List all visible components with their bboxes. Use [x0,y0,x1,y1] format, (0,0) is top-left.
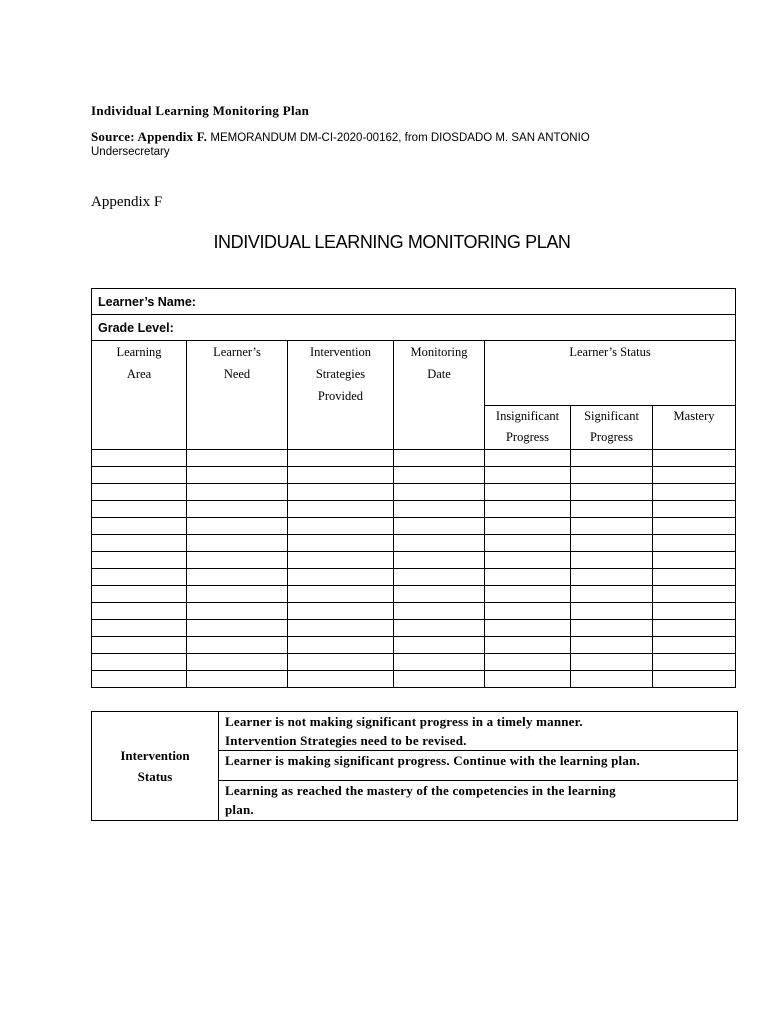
header-line: Learning [116,345,162,359]
table-cell[interactable] [288,603,394,620]
table-cell[interactable] [485,569,571,586]
table-cell[interactable] [92,671,187,688]
intervention-status-table [91,711,738,821]
table-cell[interactable] [653,535,736,552]
table-cell[interactable] [571,484,653,501]
column-header-intervention [288,341,394,450]
header-line: Progress [589,430,634,444]
table-row [92,518,736,535]
header-line: Mastery [673,409,715,423]
table-cell[interactable] [485,450,571,467]
source-label: Source: Appendix F. [91,129,208,144]
table-cell[interactable] [92,637,187,654]
column-header-learners-status: Learner’s Status [485,341,736,406]
table-cell[interactable] [485,484,571,501]
blank-rows [92,450,736,688]
table-row [92,450,736,467]
table-cell[interactable] [394,450,485,467]
header-line: Insignificant [495,409,560,423]
table-cell[interactable] [394,620,485,637]
table-cell[interactable] [653,450,736,467]
header-line: Intervention [309,345,372,359]
status-text-progressing [219,751,738,781]
table-cell[interactable] [571,603,653,620]
table-cell[interactable] [187,569,288,586]
table-cell[interactable] [288,467,394,484]
table-cell[interactable] [92,569,187,586]
table-cell[interactable] [92,552,187,569]
column-header-learners-need [187,341,288,450]
table-cell[interactable] [288,518,394,535]
table-cell[interactable] [187,671,288,688]
table-cell[interactable] [92,654,187,671]
table-cell[interactable] [288,552,394,569]
table-cell[interactable] [92,535,187,552]
table-cell[interactable] [571,518,653,535]
table-cell[interactable] [92,484,187,501]
table-cell[interactable] [653,484,736,501]
table-cell[interactable] [653,637,736,654]
header-line: Provided [317,389,364,403]
table-cell[interactable] [187,552,288,569]
table-cell[interactable] [187,467,288,484]
label-line: Status [137,769,173,784]
table-cell[interactable] [571,569,653,586]
table-cell[interactable] [288,535,394,552]
label-line: Intervention [120,748,190,763]
table-row [92,569,736,586]
table-cell[interactable] [187,654,288,671]
appendix-label: Appendix F [91,194,163,210]
header-line: Progress [505,430,550,444]
table-cell[interactable] [571,535,653,552]
table-row [92,467,736,484]
status-line: Learner is not making significant progress in a timely manner. [225,714,583,729]
table-cell[interactable] [485,586,571,603]
table-cell[interactable] [92,603,187,620]
status-line: plan. [225,802,254,817]
table-cell[interactable] [571,450,653,467]
table-cell[interactable] [288,450,394,467]
table-cell[interactable] [485,552,571,569]
table-cell[interactable] [485,535,571,552]
table-cell[interactable] [485,501,571,518]
table-row [92,603,736,620]
source-memo: MEMORANDUM DM-CI-2020-00162, from DIOSDADO M. SAN ANTONIO [210,132,590,144]
table-cell[interactable] [571,501,653,518]
table-row [92,671,736,688]
table-cell[interactable] [485,518,571,535]
table-cell[interactable] [653,501,736,518]
table-cell[interactable] [485,654,571,671]
table-cell[interactable] [571,467,653,484]
table-cell[interactable] [288,501,394,518]
table-row [92,484,736,501]
table-cell[interactable] [394,603,485,620]
table-cell[interactable] [485,637,571,654]
table-cell[interactable] [92,518,187,535]
monitoring-table [91,288,736,688]
table-cell[interactable] [187,518,288,535]
table-cell[interactable] [571,552,653,569]
table-cell[interactable] [394,552,485,569]
header-line: Area [126,367,152,381]
status-line: Intervention Strategies need to be revised. [225,733,467,748]
column-header-row [92,341,736,406]
status-text-not-progressing [219,712,738,751]
table-cell[interactable] [288,654,394,671]
table-row [92,637,736,654]
table-cell[interactable] [394,586,485,603]
header-line: Learner’s [213,345,261,359]
subheader-mastery [653,406,736,450]
table-cell[interactable] [571,586,653,603]
table-cell[interactable] [571,620,653,637]
table-cell[interactable] [653,586,736,603]
header-line: Date [427,367,451,381]
table-cell[interactable] [288,586,394,603]
table-cell[interactable] [485,671,571,688]
table-cell[interactable] [653,569,736,586]
grade-level-row [92,315,736,341]
status-line: Learner is making significant progress. Continue with the learning plan. [225,753,640,768]
table-cell[interactable] [288,620,394,637]
header-line: Strategies [315,367,366,381]
table-cell[interactable] [485,620,571,637]
table-cell[interactable] [653,603,736,620]
table-cell[interactable] [92,450,187,467]
column-header-monitoring-date [394,341,485,450]
table-cell[interactable] [288,484,394,501]
table-cell[interactable] [92,501,187,518]
subheader-insignificant-progress [485,406,571,450]
table-row [92,535,736,552]
table-cell[interactable] [288,637,394,654]
grade-level-label[interactable]: Grade Level: [92,315,736,341]
table-cell[interactable] [571,671,653,688]
table-cell[interactable] [485,467,571,484]
table-cell[interactable] [394,654,485,671]
table-cell[interactable] [187,586,288,603]
table-cell[interactable] [92,586,187,603]
table-cell[interactable] [187,620,288,637]
table-cell[interactable] [394,518,485,535]
table-cell[interactable] [653,654,736,671]
document-heading: Individual Learning Monitoring Plan [91,103,310,118]
intervention-status-label [92,712,219,821]
status-text-mastery [219,781,738,821]
table-cell[interactable] [571,637,653,654]
table-cell[interactable] [187,484,288,501]
table-cell[interactable] [288,671,394,688]
table-cell[interactable] [187,535,288,552]
table-row [92,620,736,637]
table-cell[interactable] [394,501,485,518]
table-cell[interactable] [653,671,736,688]
learner-name-label[interactable]: Learner’s Name: [92,289,736,315]
table-row [92,586,736,603]
source-role: Undersecretary [91,146,170,158]
header-line: Need [223,367,251,381]
table-cell[interactable] [653,518,736,535]
table-cell[interactable] [92,467,187,484]
table-cell[interactable] [187,637,288,654]
table-cell[interactable] [394,569,485,586]
learner-name-row [92,289,736,315]
status-line: Learning as reached the mastery of the competencies in the learning [225,783,616,798]
table-cell[interactable] [187,603,288,620]
table-cell[interactable] [394,467,485,484]
table-cell[interactable] [653,467,736,484]
table-cell[interactable] [187,501,288,518]
table-row [92,552,736,569]
table-cell[interactable] [92,620,187,637]
page-title: INDIVIDUAL LEARNING MONITORING PLAN [213,232,571,252]
table-cell[interactable] [653,552,736,569]
subheader-significant-progress [571,406,653,450]
table-cell[interactable] [187,450,288,467]
column-header-learning-area [92,341,187,450]
header-line: Monitoring [410,345,468,359]
table-cell[interactable] [653,620,736,637]
table-cell[interactable] [394,535,485,552]
table-cell[interactable] [394,637,485,654]
header-line: Significant [584,409,639,423]
table-cell[interactable] [288,569,394,586]
table-cell[interactable] [394,484,485,501]
table-row [92,501,736,518]
table-row [92,654,736,671]
intervention-status-row [92,712,738,751]
table-cell[interactable] [394,671,485,688]
source-line [91,129,590,145]
table-cell[interactable] [485,603,571,620]
table-cell[interactable] [571,654,653,671]
